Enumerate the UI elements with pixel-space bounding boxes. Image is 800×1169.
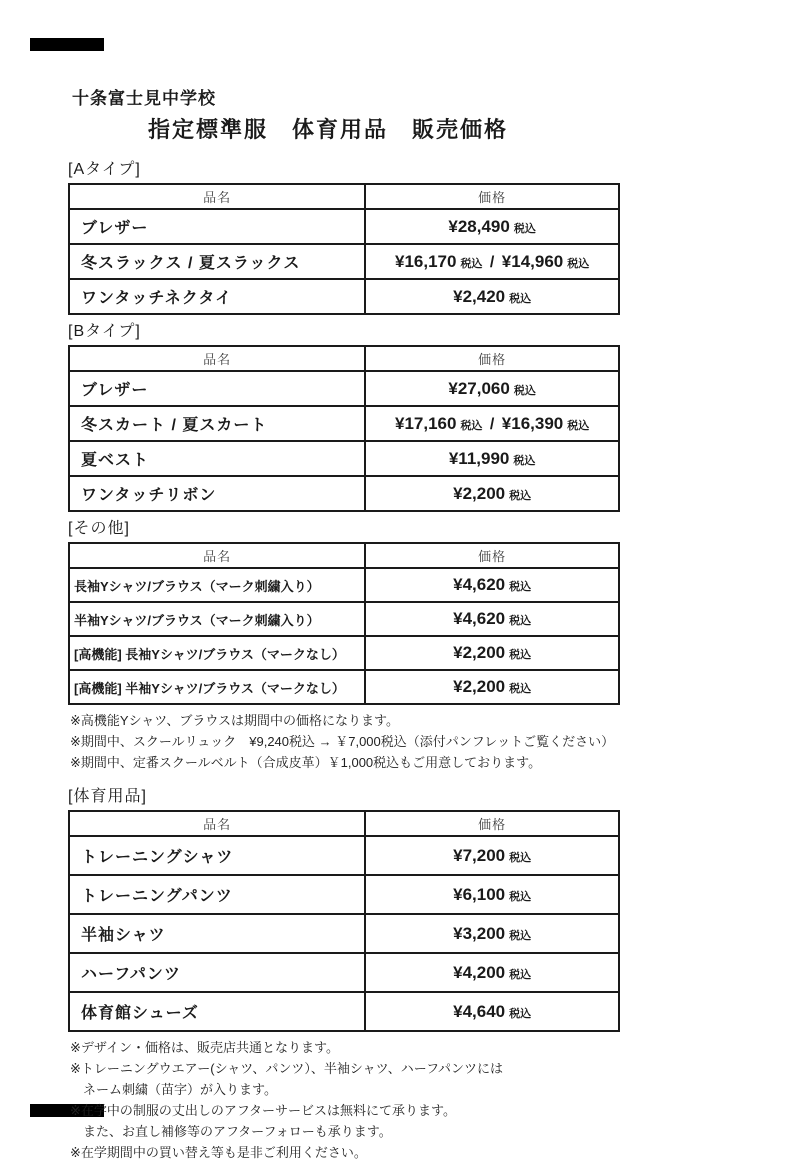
table-row <box>69 875 619 914</box>
price-amount: ¥2,420 <box>453 286 506 306</box>
price-separator: / <box>485 415 499 433</box>
item-price <box>365 244 619 279</box>
table-header-row <box>69 184 619 209</box>
price-amount: ¥16,390 <box>501 413 564 433</box>
item-price <box>365 836 619 875</box>
price-section <box>68 783 620 1163</box>
item-price <box>365 279 619 314</box>
note-line: ※デザイン・価格は、販売店共通となります。 <box>70 1040 339 1055</box>
item-price <box>365 406 619 441</box>
column-header-price: 価格 <box>365 346 619 371</box>
table-row <box>69 836 619 875</box>
price-amount: ¥3,200 <box>453 923 506 943</box>
section-heading: [Aタイプ] <box>68 161 141 178</box>
column-header-item: 品名 <box>69 346 365 371</box>
table-header-row <box>69 543 619 568</box>
item-price <box>365 568 619 602</box>
table-body <box>69 568 619 704</box>
tax-included-label: 税込 <box>460 257 483 270</box>
item-price <box>365 914 619 953</box>
note-line: ※期間中、スクールリュック ¥9,240税込 → ￥7,000税込（添付パンフレットご覧ください） <box>70 734 615 749</box>
price-amount: ¥6,100 <box>453 884 506 904</box>
item-name: トレーニングパンツ <box>69 875 365 914</box>
item-price <box>365 476 619 511</box>
item-name: 半袖Yシャツ/ブラウス（マーク刺繍入り） <box>69 602 365 636</box>
price-amount: ¥28,490 <box>448 216 510 236</box>
item-name: 冬スカート / 夏スカート <box>69 406 365 441</box>
table-row <box>69 914 619 953</box>
table-row <box>69 371 619 406</box>
tax-included-label: 税込 <box>509 615 532 627</box>
item-price <box>365 992 619 1031</box>
column-header-item: 品名 <box>69 811 365 836</box>
table-row <box>69 953 619 992</box>
tax-included-label: 税込 <box>509 649 532 661</box>
tax-included-label: 税込 <box>509 929 532 942</box>
item-price <box>365 875 619 914</box>
price-amount: ¥14,960 <box>501 251 564 271</box>
price-amount: ¥2,200 <box>453 643 506 662</box>
tax-included-label: 税込 <box>513 384 536 397</box>
item-name: ワンタッチネクタイ <box>69 279 365 314</box>
price-amount: ¥4,640 <box>453 1001 506 1021</box>
tax-included-label: 税込 <box>509 968 532 981</box>
table-body <box>69 371 619 511</box>
price-amount: ¥11,990 <box>448 448 510 468</box>
column-header-item: 品名 <box>69 543 365 568</box>
table-row <box>69 992 619 1031</box>
item-name: 体育館シューズ <box>69 992 365 1031</box>
price-amount: ¥2,200 <box>453 677 506 696</box>
table-row <box>69 636 619 670</box>
note-line: ※在学期間中の買い替え等も是非ご利用ください。 <box>70 1145 367 1160</box>
item-name: [高機能] 長袖Yシャツ/ブラウス（マークなし） <box>69 636 365 670</box>
page-title: 指定標準服 体育用品 販売価格 <box>148 117 509 142</box>
item-name: 冬スラックス / 夏スラックス <box>69 244 365 279</box>
item-name: 夏ベスト <box>69 441 365 476</box>
price-table <box>68 542 620 705</box>
section-heading: [その他] <box>68 520 130 537</box>
table-row <box>69 670 619 704</box>
section-notes <box>70 710 620 773</box>
item-name: 半袖シャツ <box>69 914 365 953</box>
document-content <box>68 84 620 1169</box>
table-header-row <box>69 346 619 371</box>
table-head <box>69 346 619 371</box>
tax-included-label: 税込 <box>509 890 532 903</box>
tax-included-label: 税込 <box>509 1007 532 1020</box>
scan-mark-top <box>30 38 104 51</box>
section-notes <box>70 1037 620 1163</box>
item-name: 長袖Yシャツ/ブラウス（マーク刺繍入り） <box>69 568 365 602</box>
price-section <box>68 156 620 315</box>
price-section <box>68 515 620 773</box>
table-body <box>69 836 619 1031</box>
item-price <box>365 209 619 244</box>
section-heading: [体育用品] <box>68 788 147 805</box>
price-table <box>68 345 620 512</box>
table-row <box>69 568 619 602</box>
price-amount: ¥4,200 <box>453 962 506 982</box>
table-row <box>69 209 619 244</box>
note-line: ※期間中、定番スクールベルト（合成皮革）￥1,000税込もご用意しております。 <box>70 755 542 770</box>
item-price <box>365 371 619 406</box>
table-header-row <box>69 811 619 836</box>
price-amount: ¥27,060 <box>448 378 510 398</box>
note-line: ネーム刺繍（苗字）が入ります。 <box>70 1082 277 1097</box>
item-name: ハーフパンツ <box>69 953 365 992</box>
table-body <box>69 209 619 314</box>
item-price <box>365 953 619 992</box>
note-line: ※高機能Yシャツ、ブラウスは期間中の価格になります。 <box>70 713 399 728</box>
tax-included-label: 税込 <box>567 257 590 270</box>
column-header-item: 品名 <box>69 184 365 209</box>
tax-included-label: 税込 <box>567 419 590 432</box>
price-amount: ¥4,620 <box>453 609 506 628</box>
price-amount: ¥17,160 <box>394 413 457 433</box>
tax-included-label: 税込 <box>513 454 536 467</box>
column-header-price: 価格 <box>365 811 619 836</box>
column-header-price: 価格 <box>365 543 619 568</box>
table-row <box>69 279 619 314</box>
sections-container <box>68 156 620 1163</box>
item-name: ブレザー <box>69 371 365 406</box>
table-row <box>69 406 619 441</box>
table-head <box>69 543 619 568</box>
price-table <box>68 183 620 315</box>
tax-included-label: 税込 <box>509 581 532 593</box>
table-row <box>69 244 619 279</box>
note-line: ※在学中の制服の丈出しのアフターサービスは無料にて承ります。 <box>70 1103 456 1118</box>
item-name: トレーニングシャツ <box>69 836 365 875</box>
item-name: ブレザー <box>69 209 365 244</box>
item-name: ワンタッチリボン <box>69 476 365 511</box>
price-amount: ¥4,620 <box>453 575 506 594</box>
price-amount: ¥16,170 <box>394 251 457 271</box>
tax-included-label: 税込 <box>509 683 532 695</box>
price-amount: ¥2,200 <box>453 483 506 503</box>
item-price <box>365 670 619 704</box>
tax-included-label: 税込 <box>460 419 483 432</box>
tax-included-label: 税込 <box>509 489 532 502</box>
price-amount: ¥7,200 <box>453 845 506 865</box>
item-name: [高機能] 半袖Yシャツ/ブラウス（マークなし） <box>69 670 365 704</box>
item-price <box>365 636 619 670</box>
tax-included-label: 税込 <box>509 851 532 864</box>
tax-included-label: 税込 <box>509 292 532 305</box>
column-header-price: 価格 <box>365 184 619 209</box>
price-section <box>68 318 620 512</box>
price-separator: / <box>485 253 499 271</box>
tax-included-label: 税込 <box>513 222 536 235</box>
table-row <box>69 476 619 511</box>
table-head <box>69 184 619 209</box>
price-table <box>68 810 620 1032</box>
table-row <box>69 602 619 636</box>
section-heading: [Bタイプ] <box>68 323 141 340</box>
note-line: また、お直し補修等のアフターフォローも承ります。 <box>70 1124 392 1139</box>
table-head <box>69 811 619 836</box>
item-price <box>365 602 619 636</box>
item-price <box>365 441 619 476</box>
school-name: 十条富士見中学校 <box>72 89 216 108</box>
table-row <box>69 441 619 476</box>
note-line: ※トレーニングウエアー(シャツ、パンツ）、半袖シャツ、ハーフパンツには <box>70 1061 504 1076</box>
